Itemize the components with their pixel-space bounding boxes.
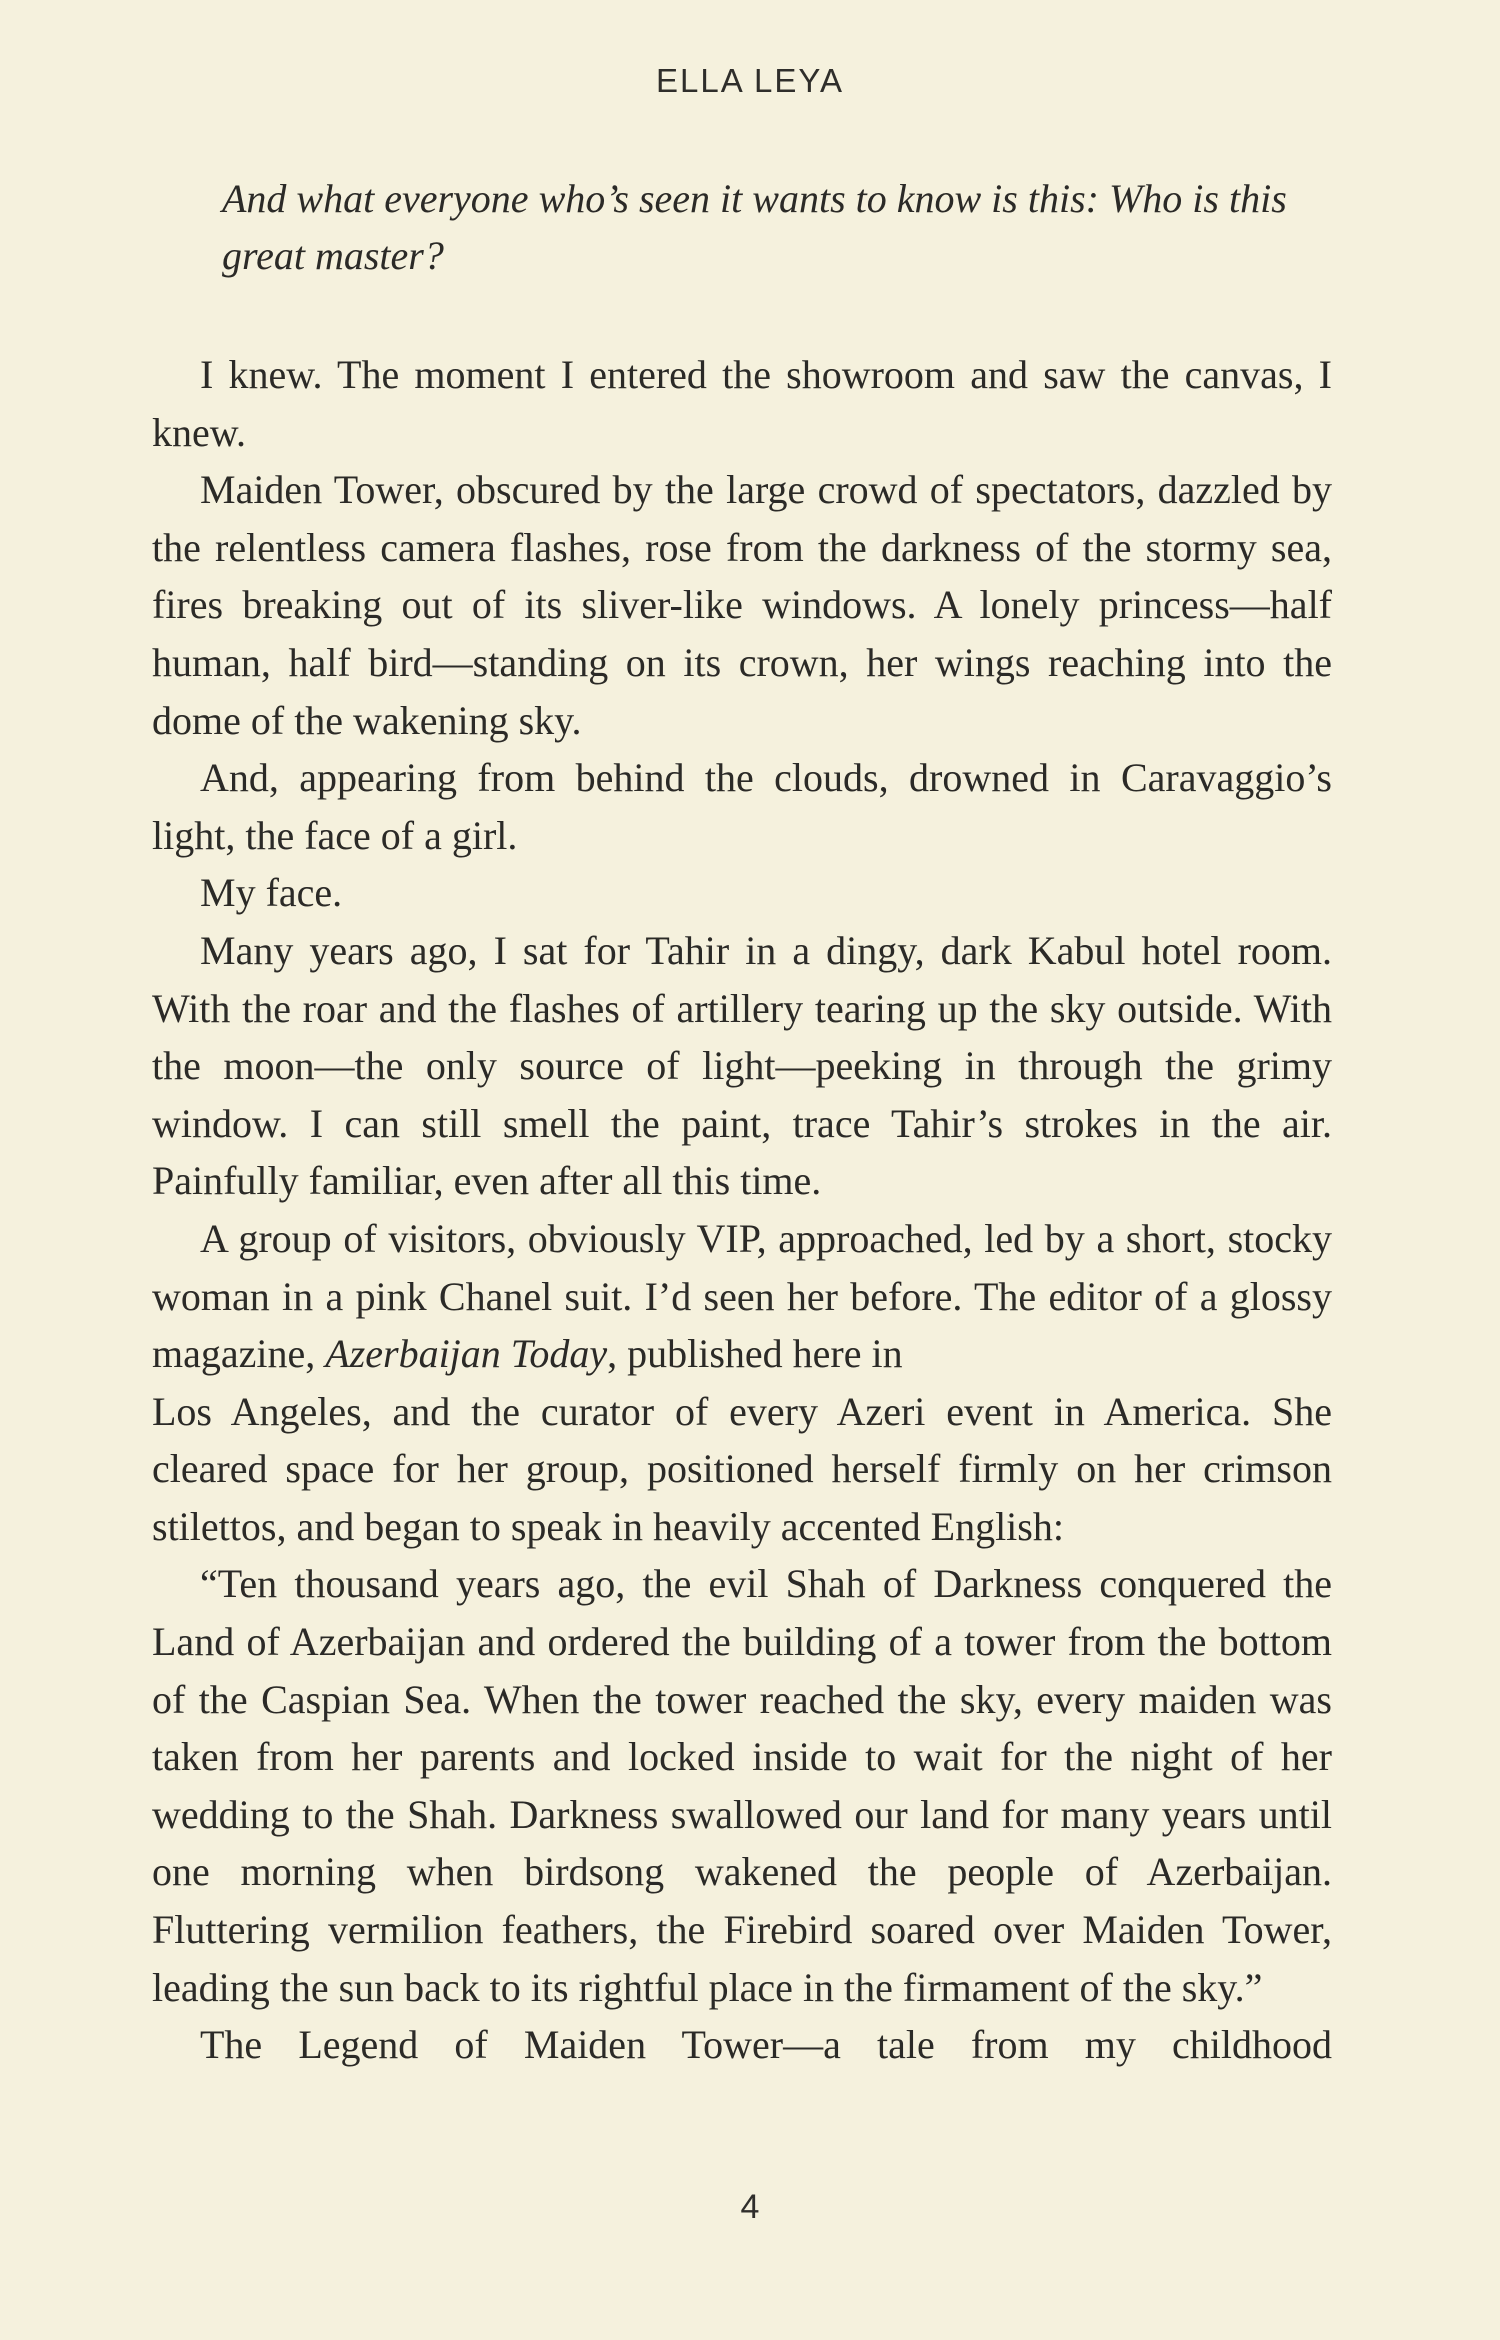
paragraph: Many years ago, I sat for Tahir in a dingy, dark Kabul hotel room. With the roar and the flashes of artillery tearing up the sky outside. With the moon—the only source of light—peeking in through the grimy window. I can still smell the paint, trace Tahir’s strokes in the air. Painfully familiar, even after all this time.: [152, 927, 1332, 1204]
paragraph-vip: [152, 1210, 1332, 1383]
paragraph: The Legend of Maiden Tower—a tale from my childhood: [200, 2022, 1332, 2068]
magazine-title: Azerbaijan Today: [325, 1331, 608, 1377]
running-header: ELLA LEYA: [655, 62, 844, 99]
epigraph: And what everyone who’s seen it wants to know is this: Who is this great master?: [222, 176, 1287, 278]
paragraph: Maiden Tower, obscured by the large crowd of spectators, dazzled by the relentless camera flashes, rose from the darkness of the stormy sea, fires breaking out of its sliver-like windows. A lonely princess—half human, half bird—standing on its crown, her wings reaching into the dome of the wakening sky.: [152, 467, 1332, 743]
body-text: [152, 346, 1332, 2074]
paragraph-legend: “Ten thousand years ago, the evil Shah of Darkness conquered the Land of Azerbaijan and ordered the building of a tower from the bottom of the Caspian Sea. When the tower reached the sky, every maiden was taken from her parents and locked inside to wait for the night of her wedding to the Shah. Darkness swallowed our land for many years until one morning when birdsong wakened the people of Azerbaijan. Fluttering vermilion feathers, the Firebird soared over Maiden Tower, leading the sun back to its rightful place in the firmament of the sky.”: [152, 1561, 1332, 2010]
page-number: 4: [740, 2188, 760, 2226]
paragraph: My face.: [200, 870, 343, 916]
paragraph: And, appearing from behind the clouds, drowned in Caravaggio’s light, the face of a girl.: [152, 755, 1332, 858]
vip-text-before: A group of visitors, obviously VIP, approached, led by a short, stocky woman in a pink Chanel suit. I’d seen her before. The editor of a glossy magazine,: [152, 1215, 1332, 1377]
paragraph: I knew. The moment I entered the showroom and saw the canvas, I knew.: [152, 352, 1332, 455]
vip-text-after: , published here in: [607, 1331, 903, 1377]
paragraph: Los Angeles, and the curator of every Azeri event in America. She cleared space for her group, positioned herself firmly on her crimson stilettos, and began to speak in heavily accented English:: [152, 1388, 1332, 1549]
